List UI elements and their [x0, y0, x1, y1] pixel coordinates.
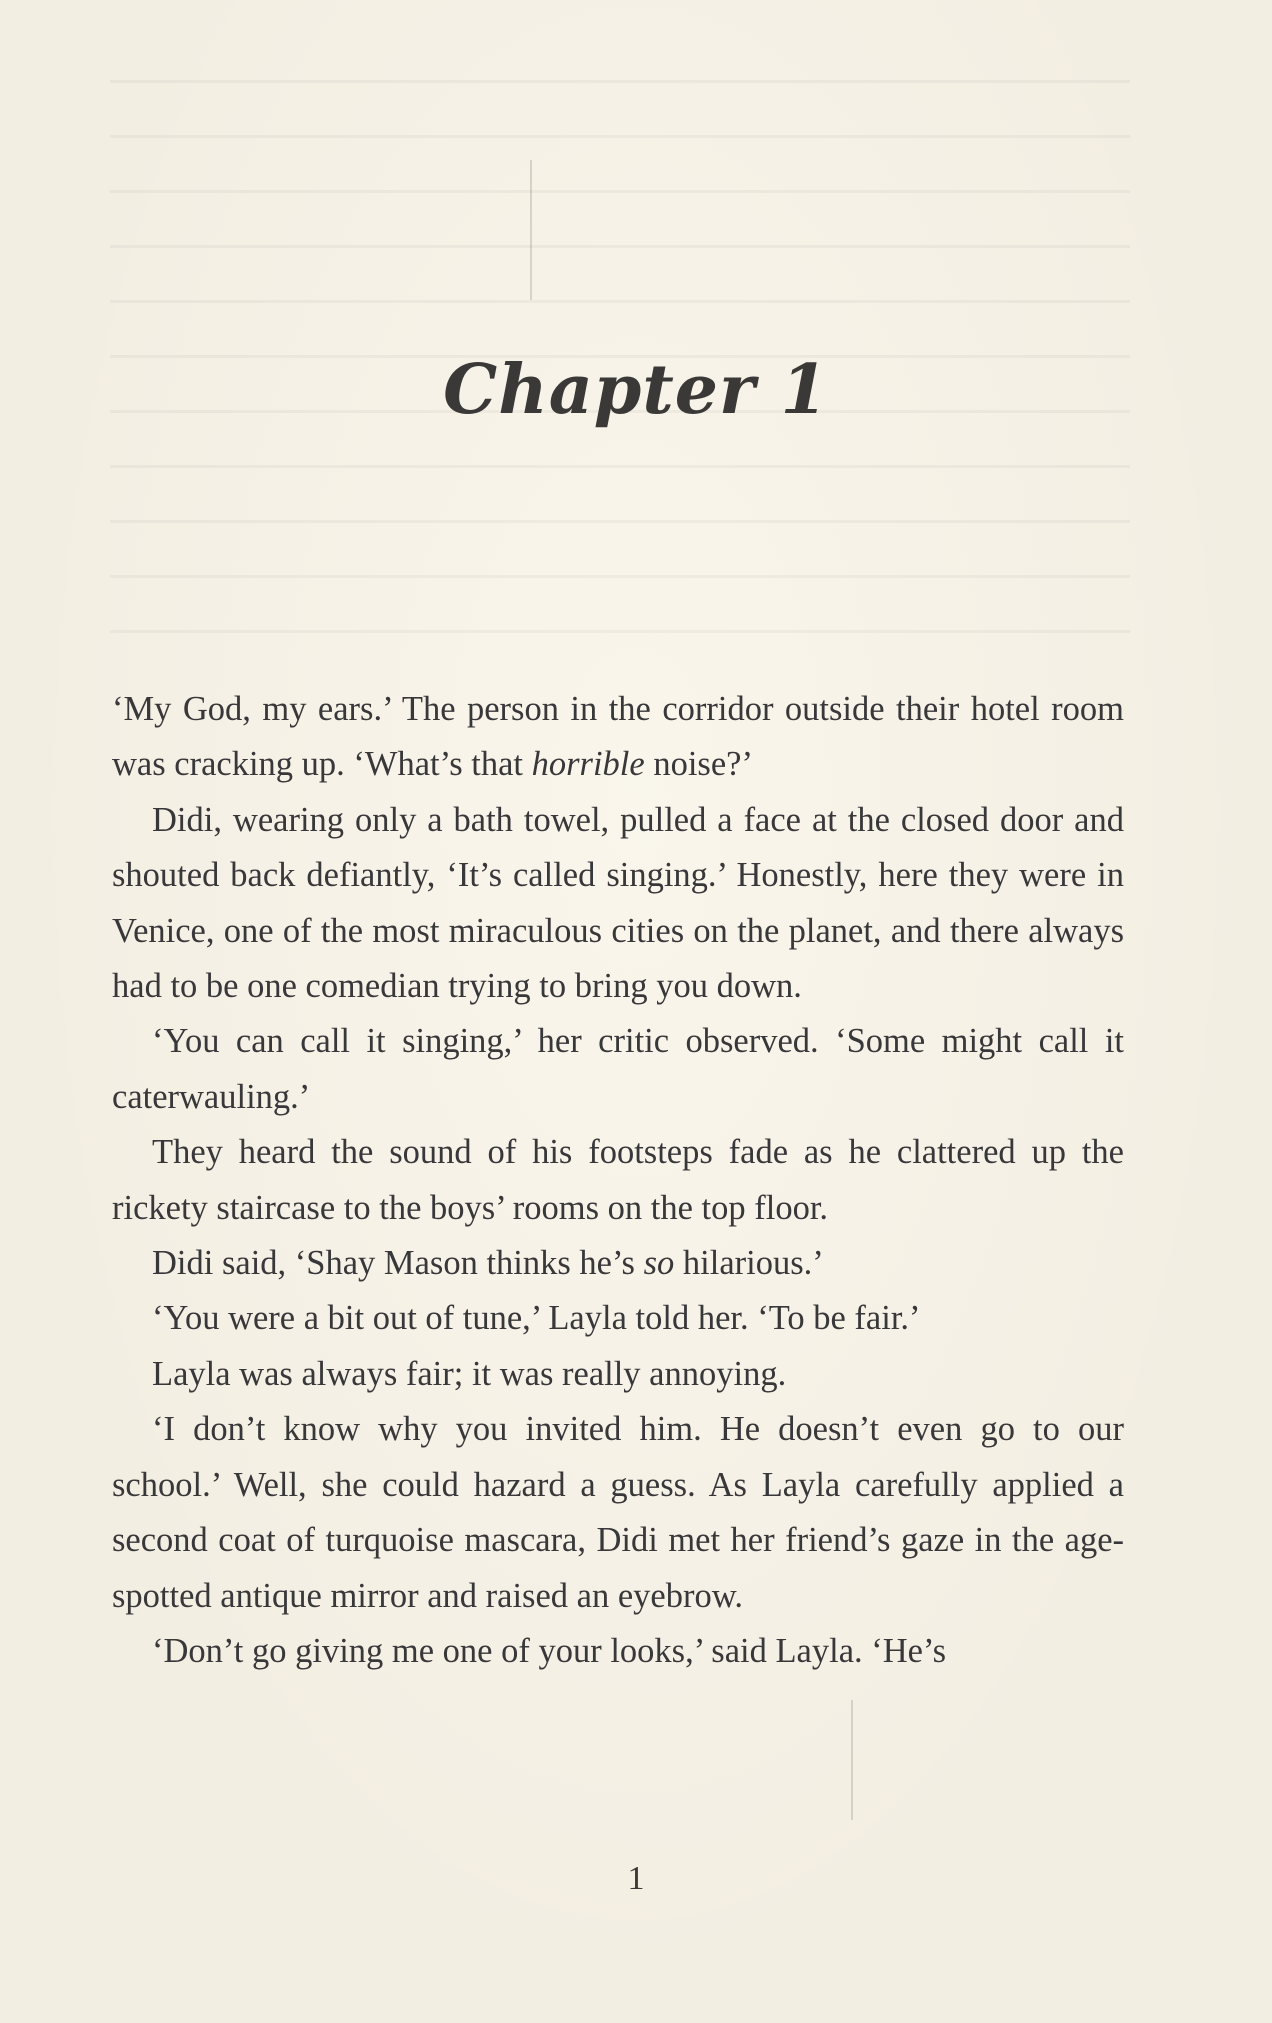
- paragraph: They heard the sound of his footsteps fade as he clattered up the rickety staircase to the boys’ rooms on the top floor.: [112, 1133, 1124, 1227]
- paragraph: ‘You were a bit out of tune,’ Layla told her. ‘To be fair.’: [152, 1299, 921, 1338]
- paragraph: ‘I don’t know why you invited him. He doesn’t even go to our school.’ Well, she could hazard a guess. As Layla carefully applied a second coat of turquoise mascara, Didi met her friend’s gaze in the age-spotted antique mirror and raised an eyebrow.: [112, 1410, 1124, 1615]
- paragraph: Didi, wearing only a bath towel, pulled a face at the closed door and shouted back defiantly, ‘It’s called singing.’ Honestly, here they were in Venice, one of the most miraculous cities on the planet, and there always had to be one comedian trying to bring you down.: [112, 800, 1124, 1006]
- paragraph: ‘Don’t go giving me one of your looks,’ said Layla. ‘He’s: [152, 1631, 946, 1670]
- page-number: 1: [627, 1860, 645, 1897]
- paragraph: Layla was always fair; it was really annoying.: [152, 1354, 787, 1393]
- chapter-title: Chapter 1: [443, 350, 829, 430]
- paragraph: ‘My God, my ears.’ The person in the corridor outside their hotel room was cracking up. ‘What’s that horrible noise?’: [112, 690, 1124, 784]
- body-text: [112, 682, 1124, 1679]
- page-crease: [530, 160, 532, 300]
- paragraph: ‘You can call it singing,’ her critic observed. ‘Some might call it caterwauling.’: [112, 1022, 1124, 1116]
- page-crease: [851, 1700, 853, 1820]
- paragraph: Didi said, ‘Shay Mason thinks he’s so hilarious.’: [152, 1244, 824, 1283]
